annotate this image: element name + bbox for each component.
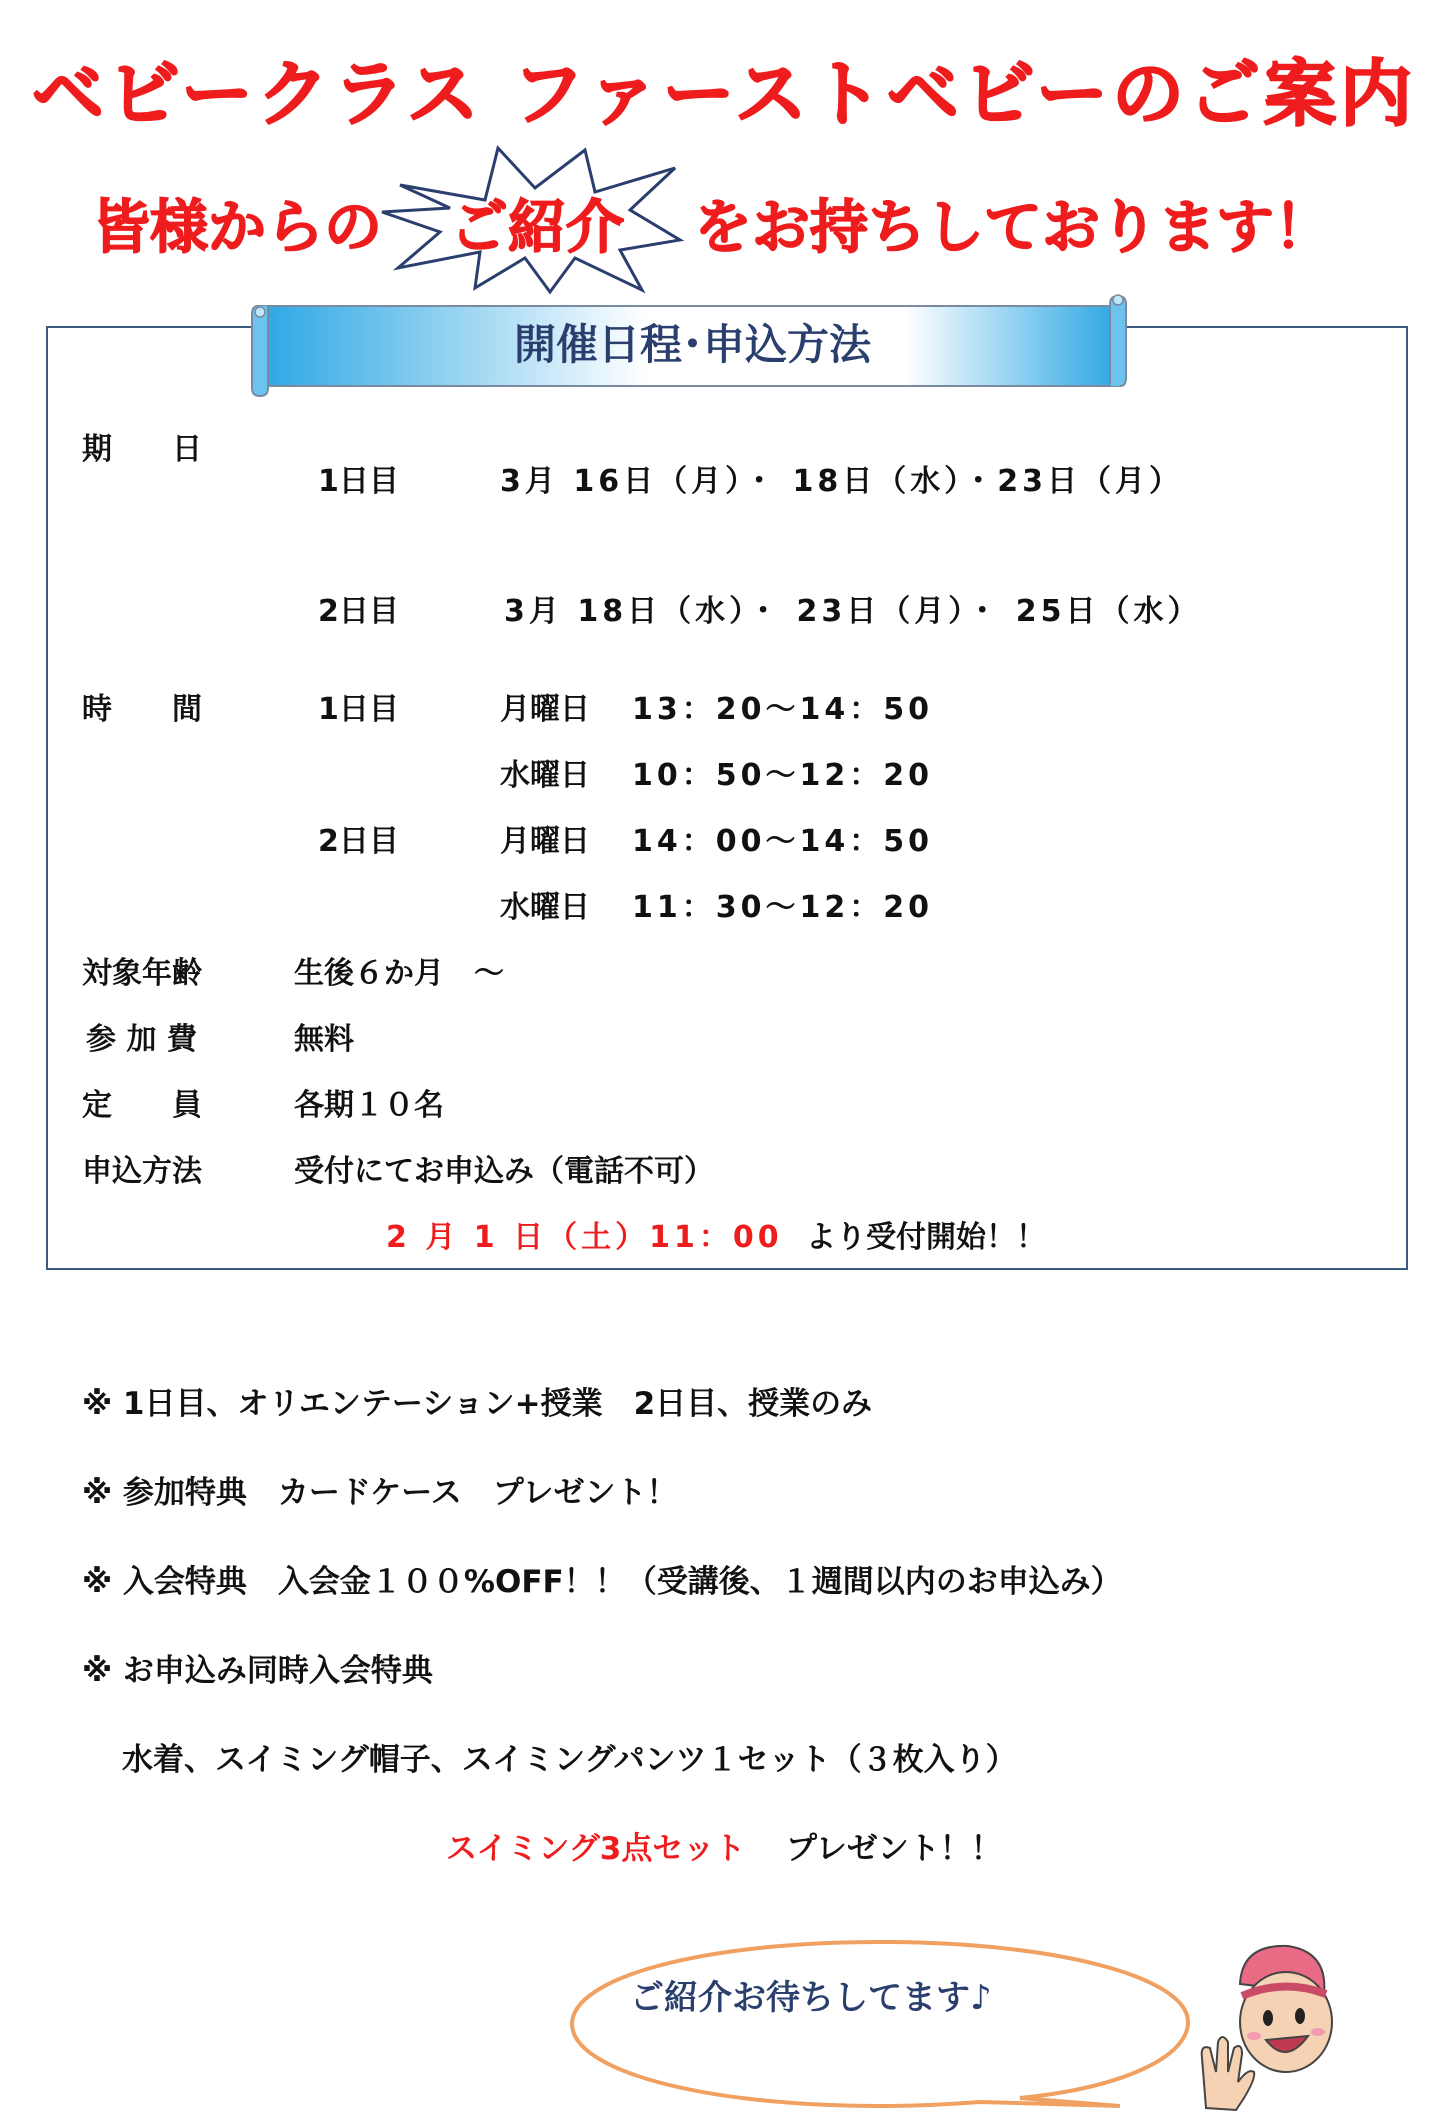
note-orientation: ※ 1日目、オリエンテーション+授業 2日目、授業のみ	[82, 1386, 873, 1422]
time-2b-day: 水曜日	[500, 890, 590, 925]
note-set-contents: 水着、スイミング帽子、スイミングパンツ１セット（３枚入り）	[122, 1742, 1017, 1778]
time-1a-day: 月曜日	[500, 692, 590, 727]
bubble-text: ご紹介お待ちしてます♪	[630, 1978, 992, 2018]
time-2a-day: 月曜日	[500, 824, 590, 859]
note-present: プレゼント！！	[786, 1831, 1002, 1867]
speech-bubble-icon	[560, 1930, 1210, 2110]
dates-label: 期 日	[82, 432, 202, 467]
capacity-value: 各期１０名	[294, 1088, 444, 1123]
age-value: 生後６か月 ～	[294, 956, 504, 991]
subtitle-before: 皆様からの	[92, 193, 383, 261]
day2-label: 2日目	[318, 594, 399, 629]
time-label: 時 間	[82, 692, 202, 727]
time-1b-range: 10：50～12：20	[632, 758, 933, 793]
fee-value: 無料	[294, 1022, 354, 1057]
reception-start-text: より受付開始！！	[806, 1220, 1046, 1255]
capacity-label: 定 員	[82, 1088, 202, 1123]
subtitle-burst: ご紹介	[450, 193, 625, 261]
note-enrollment-discount: ※ 入会特典 入会金１００%OFF！！（受講後、１週間以内のお申込み）	[82, 1564, 1122, 1600]
time-2a-range: 14：00～14：50	[632, 824, 933, 859]
fee-label: 参 加 費	[86, 1022, 197, 1057]
banner-title: 開催日程･申込方法	[513, 320, 871, 369]
reception-start-date: 2 月 1 日（土）11：00	[386, 1220, 783, 1255]
day1-label: 1日目	[318, 464, 399, 499]
mascot-waving-icon	[1196, 1932, 1346, 2112]
page-title: ベビークラス ファーストベビーのご案内	[31, 52, 1417, 136]
age-label: 対象年齢	[82, 956, 202, 991]
time-1b-day: 水曜日	[500, 758, 590, 793]
note-same-day-benefit: ※ お申込み同時入会特典	[82, 1653, 433, 1689]
time-day2-label: 2日目	[318, 824, 399, 859]
subtitle-after: をお持ちしております！	[694, 193, 1333, 261]
apply-label: 申込方法	[82, 1154, 202, 1189]
note-swim-set: スイミング3点セット	[446, 1831, 746, 1867]
time-2b-range: 11：30～12：20	[632, 890, 933, 925]
note-participation-gift: ※ 参加特典 カードケース プレゼント！	[82, 1475, 678, 1511]
time-1a-range: 13：20～14：50	[632, 692, 933, 727]
day1-dates: 3月 16日（月）・ 18日（水）・23日（月）	[500, 464, 1184, 499]
day2-dates: 3月 18日（水）・ 23日（月）・ 25日（水）	[504, 594, 1202, 629]
apply-value: 受付にてお申込み（電話不可）	[294, 1154, 714, 1189]
time-day1-label: 1日目	[318, 692, 399, 727]
